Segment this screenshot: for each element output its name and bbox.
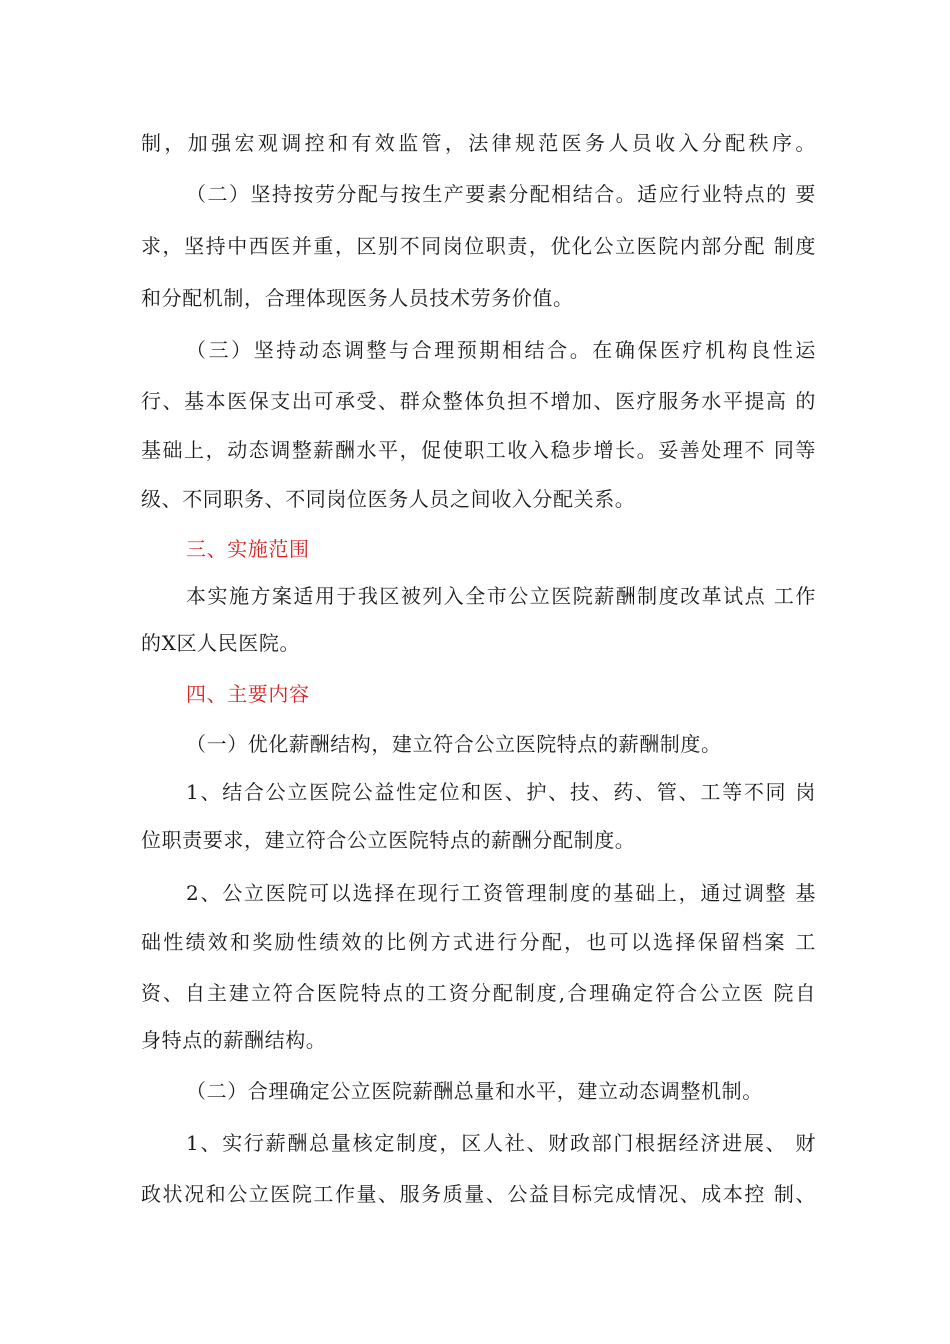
paragraph-line: （一）优化薪酬结构，建立符合公立医院特点的薪酬制度。: [186, 732, 722, 756]
paragraph-line: 位职责要求，建立符合公立医院特点的薪酬分配制度。: [141, 828, 636, 852]
paragraph-line: 求，坚持中西医并重，区别不同岗位职责，优化公立医院内部分配 制度: [141, 234, 816, 258]
paragraph-line: 基础上，动态调整薪酬水平，促使职工收入稳步增长。妥善处理不 同等: [141, 438, 816, 462]
paragraph-line: 级、不同职务、不同岗位医务人员之间收入分配关系。: [141, 487, 636, 511]
paragraph-line: 2、公立医院可以选择在现行工资管理制度的基础上，通过调整 基: [186, 881, 816, 905]
paragraph-line: 政状况和公立医院工作量、服务质量、公益目标完成情况、成本控 制、: [141, 1182, 816, 1206]
paragraph-line: 本实施方案适用于我区被列入全市公立医院薪酬制度改革试点 工作: [186, 584, 816, 608]
paragraph-line: 身特点的薪酬结构。: [141, 1028, 327, 1052]
paragraph-line: 1、实行薪酬总量核定制度，区人社、财政部门根据经济进展、 财: [186, 1131, 816, 1155]
paragraph-line: （二）合理确定公立医院薪酬总量和水平，建立动态调整机制。: [186, 1079, 763, 1103]
paragraph-line: 制，加强宏观调控和有效监管，法律规范医务人员收入分配秩序。: [141, 131, 816, 155]
paragraph-line: 行、基本医保支出可承受、群众整体负担不增加、医疗服务水平提高 的: [141, 389, 816, 413]
section-heading: 三、实施范围: [186, 537, 310, 561]
section-heading: 四、主要内容: [186, 682, 310, 706]
paragraph-line: 资、自主建立符合医院特点的工资分配制度,合理确定符合公立医 院自: [141, 981, 816, 1005]
paragraph-line: 1、结合公立医院公益性定位和医、护、技、药、管、工等不同 岗: [186, 780, 816, 804]
paragraph-line: 的X区人民医院。: [141, 631, 301, 655]
paragraph-line: 和分配机制，合理体现医务人员技术劳务价值。: [141, 286, 574, 310]
paragraph-line: 础性绩效和奖励性绩效的比例方式进行分配，也可以选择保留档案 工: [141, 930, 816, 954]
paragraph-line: （三）坚持动态调整与合理预期相结合。在确保医疗机构良性运: [186, 338, 816, 362]
paragraph-line: （二）坚持按劳分配与按生产要素分配相结合。适应行业特点的 要: [186, 182, 816, 206]
